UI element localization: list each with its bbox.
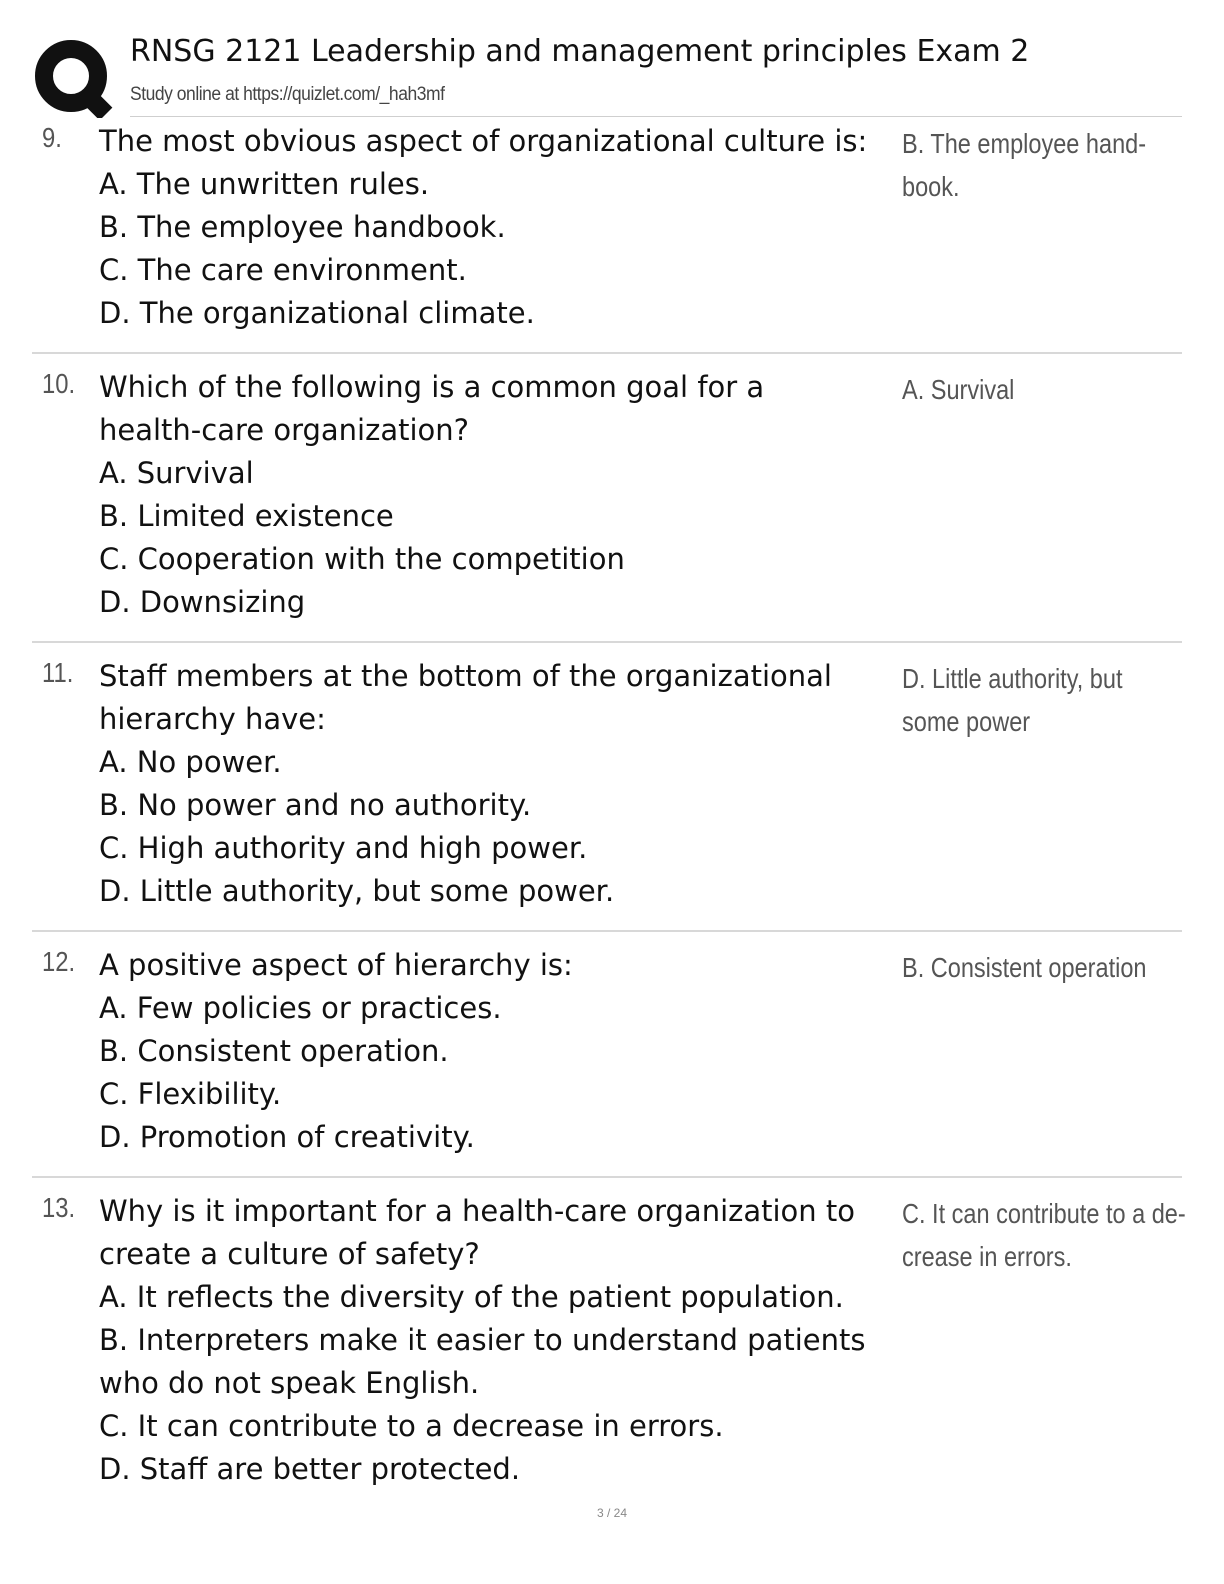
option-a: A. Few policies or practices.: [99, 991, 502, 1025]
document-title: RNSG 2121 Leadership and management principles Exam 2: [130, 34, 1030, 69]
answer-line: B. The employee hand-: [902, 128, 1147, 159]
option-c: C. Flexibility.: [99, 1077, 282, 1111]
option-a: A. The unwritten rules.: [99, 167, 430, 201]
answer-line: some power: [902, 706, 1031, 737]
option-b: B. Limited existence: [99, 499, 394, 533]
question-body: [99, 120, 889, 335]
question-body: [99, 1190, 889, 1491]
header-divider: [130, 116, 1182, 117]
quizlet-logo-icon: [32, 36, 114, 118]
answer-text: [902, 657, 1137, 743]
option-c: C. The care environment.: [99, 253, 467, 287]
question-body: [99, 366, 889, 624]
question-text: hierarchy have:: [99, 702, 326, 736]
question-number: 11.: [42, 657, 74, 688]
question-text: Which of the following is a common goal for a: [99, 370, 765, 404]
question-text: A positive aspect of hierarchy is:: [99, 948, 573, 982]
answer-line: book.: [902, 171, 960, 202]
question-text: create a culture of safety?: [99, 1237, 480, 1271]
answer-line: crease in errors.: [902, 1241, 1072, 1272]
option-b: B. No power and no authority.: [99, 788, 532, 822]
answer-text: [902, 1192, 1186, 1278]
question-text: Staff members at the bottom of the organizational: [99, 659, 832, 693]
question-number: 12.: [42, 946, 76, 977]
option-b: B. The employee handbook.: [99, 210, 506, 244]
option-b: B. Consistent operation.: [99, 1034, 449, 1068]
question-number: 10.: [42, 368, 76, 399]
question-number: 13.: [42, 1192, 76, 1223]
option-c: C. Cooperation with the competition: [99, 542, 625, 576]
answer-text: [902, 946, 1147, 989]
answer-line: C. It can contribute to a de-: [902, 1198, 1186, 1229]
option-c: C. It can contribute to a decrease in errors.: [99, 1409, 724, 1443]
option-c: C. High authority and high power.: [99, 831, 588, 865]
option-a: A. Survival: [99, 456, 254, 490]
document-header: [32, 30, 1182, 116]
card-divider: [32, 641, 1182, 643]
question-body: [99, 944, 889, 1159]
page-number: 3 / 24: [596, 1506, 628, 1520]
question-number: 9.: [42, 122, 62, 153]
option-a: A. No power.: [99, 745, 282, 779]
option-b: B. Interpreters make it easier to understand patients: [99, 1323, 866, 1357]
option-a: A. It reflects the diversity of the patient population.: [99, 1280, 844, 1314]
option-d: D. Downsizing: [99, 585, 306, 619]
answer-text: [902, 368, 1137, 411]
option-d: D. Staff are better protected.: [99, 1452, 521, 1486]
card-divider: [32, 930, 1182, 932]
card-divider: [32, 352, 1182, 354]
answer-line: B. Consistent operation: [902, 952, 1147, 983]
study-online-link[interactable]: Study online at https://quizlet.com/_hah3mf: [130, 84, 445, 105]
question-text: The most obvious aspect of organizational culture is:: [99, 124, 868, 158]
card-divider: [32, 1176, 1182, 1178]
option-b-continued: who do not speak English.: [99, 1366, 480, 1400]
answer-line: A. Survival: [902, 374, 1015, 405]
question-body: [99, 655, 889, 913]
question-text: health-care organization?: [99, 413, 470, 447]
option-d: D. The organizational climate.: [99, 296, 535, 330]
answer-line: D. Little authority, but: [902, 663, 1123, 694]
option-d: D. Promotion of creativity.: [99, 1120, 475, 1154]
option-d: D. Little authority, but some power.: [99, 874, 615, 908]
answer-text: [902, 122, 1147, 208]
question-text: Why is it important for a health-care organization to: [99, 1194, 856, 1228]
